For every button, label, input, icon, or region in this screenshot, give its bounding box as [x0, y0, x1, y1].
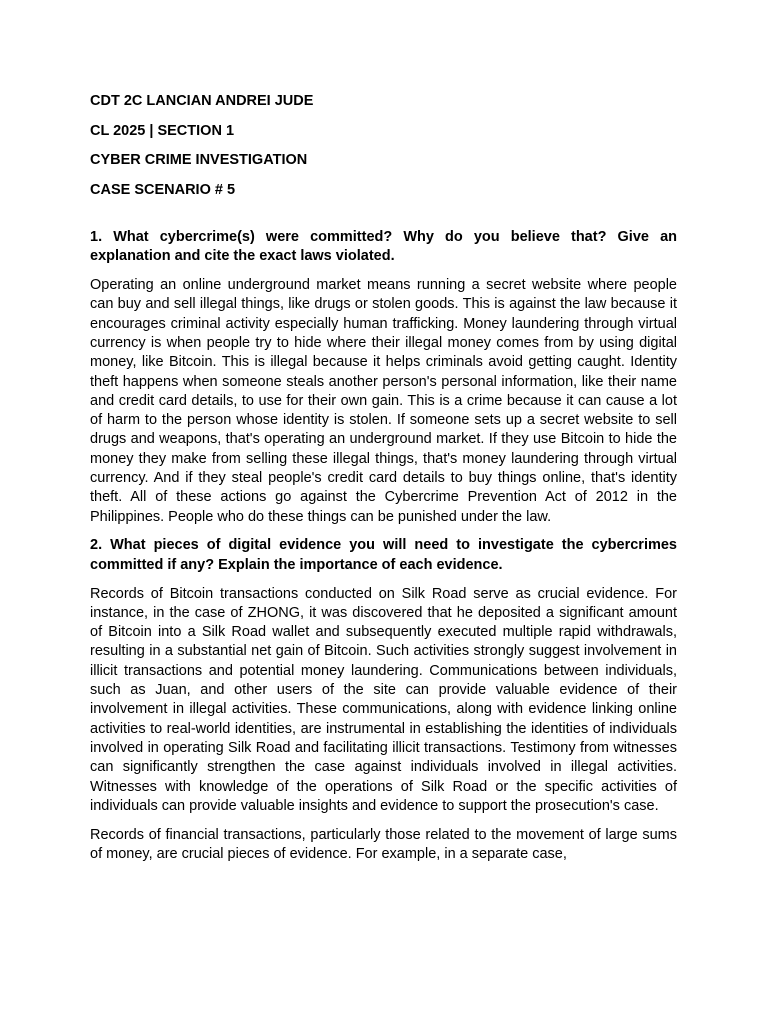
question-2: 2. What pieces of digital evidence you will need to investigate the cybercrimes committed if any? Explain the importance of each evidence.: [90, 537, 677, 573]
course-title: CYBER CRIME INVESTIGATION: [90, 152, 308, 168]
answer-1-paragraph: Operating an online underground market means running a secret website where people can buy and sell illegal things, like drugs or stolen goods. This is against the law because it encourages criminal activity especially human trafficking. Money laundering through virtual currency is when people try to hide where their illegal money comes from by using digital money, like Bitcoin. This is illegal because it helps criminals avoid getting caught. Identity theft happens when someone steals another person's personal information, like their name and credit card details, to use for their own gain. This is a crime because it can cause a lot of harm to the person whose identity is stolen. If someone sets up a secret website to sell drugs and weapons, that's operating an underground market. If they use Bitcoin to hide the money they make from selling these illegal things, that's money laundering through virtual currency. And if they steal people's credit card details to buy things online, that's identity theft. All of these actions go against the Cybercrime Prevention Act of 2012 in the Philippines. People who do these things can be punished under the law.: [90, 277, 677, 525]
document-page: [90, 92, 677, 874]
class-section: CL 2025 | SECTION 1: [90, 122, 235, 139]
spacer: [90, 210, 677, 228]
question-1: 1. What cybercrime(s) were committed? Why do you believe that? Give an explanation and cite the exact laws violated.: [90, 229, 677, 265]
student-name: CDT 2C LANCIAN ANDREI JUDE: [90, 93, 314, 109]
answer-2-paragraph-2: Records of financial transactions, particularly those related to the movement of large sums of money, are crucial pieces of evidence. For example, in a separate case,: [90, 826, 677, 862]
answer-2-paragraph-1: Records of Bitcoin transactions conducted on Silk Road serve as crucial evidence. For instance, in the case of ZHONG, it was discovered that he deposited a significant amount of Bitcoin into a Silk Road wallet and subsequently executed multiple rapid withdrawals, resulting in a substantial net gain of Bitcoin. Such activities strongly suggest involvement in illicit transactions and potential money laundering. Communications between individuals, such as Juan, and other users of the site can provide valuable evidence of their involvement in illegal activities. These communications, along with evidence linking online activities to real-world identities, are instrumental in establishing the identities of individuals involved in operating Silk Road and facilitating illicit transactions. Testimony from witnesses can significantly strengthen the case against individuals involved in illegal activities. Witnesses with knowledge of the operations of Silk Road or the specific activities of individuals can provide valuable insights and evidence to support the prosecution's case.: [90, 585, 677, 814]
case-scenario: CASE SCENARIO # 5: [90, 181, 236, 198]
